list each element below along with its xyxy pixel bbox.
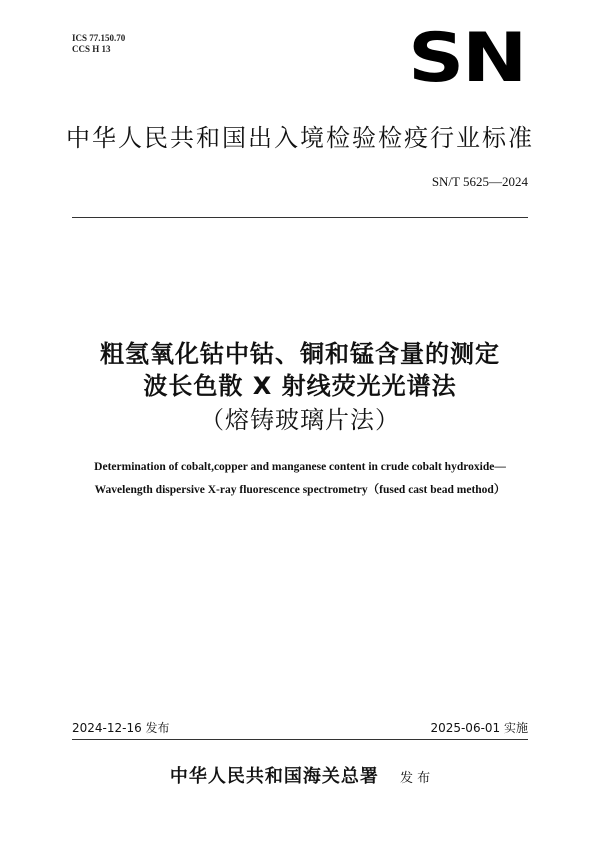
chinese-title-line-1: 粗氢氧化钴中钴、铜和锰含量的测定 bbox=[100, 340, 500, 368]
bottom-divider bbox=[72, 739, 528, 740]
ics-code: ICS 77.150.70 bbox=[72, 33, 126, 43]
publisher-org: 中华人民共和国海关总署 bbox=[169, 766, 379, 787]
publisher-action: 发 布 bbox=[399, 771, 431, 786]
ccs-code: CCS H 13 bbox=[72, 44, 111, 54]
english-title-line-1: Determination of cobalt,copper and manganese content in crude cobalt hydroxide— bbox=[94, 461, 506, 473]
classification-codes bbox=[72, 33, 125, 55]
issue-date: 2024-12-16 发布 bbox=[72, 721, 170, 735]
implementation-date: 2025-06-01 实施 bbox=[430, 721, 528, 735]
publisher bbox=[0, 762, 600, 788]
chinese-title-line-3: （熔铸玻璃片法） bbox=[200, 406, 400, 434]
standard-number: SN/T 5625—2024 bbox=[431, 174, 528, 189]
standard-category-title: 中华人民共和国出入境检验检疫行业标准 bbox=[66, 124, 534, 152]
top-divider bbox=[72, 217, 528, 218]
english-title-line-2: Wavelength dispersive X-ray fluorescence spectrometry（fused cast bead method） bbox=[94, 484, 506, 496]
chinese-title-line-2: 波长色散 X 射线荧光光谱法 bbox=[143, 372, 457, 400]
sn-logo: SN bbox=[408, 19, 526, 98]
